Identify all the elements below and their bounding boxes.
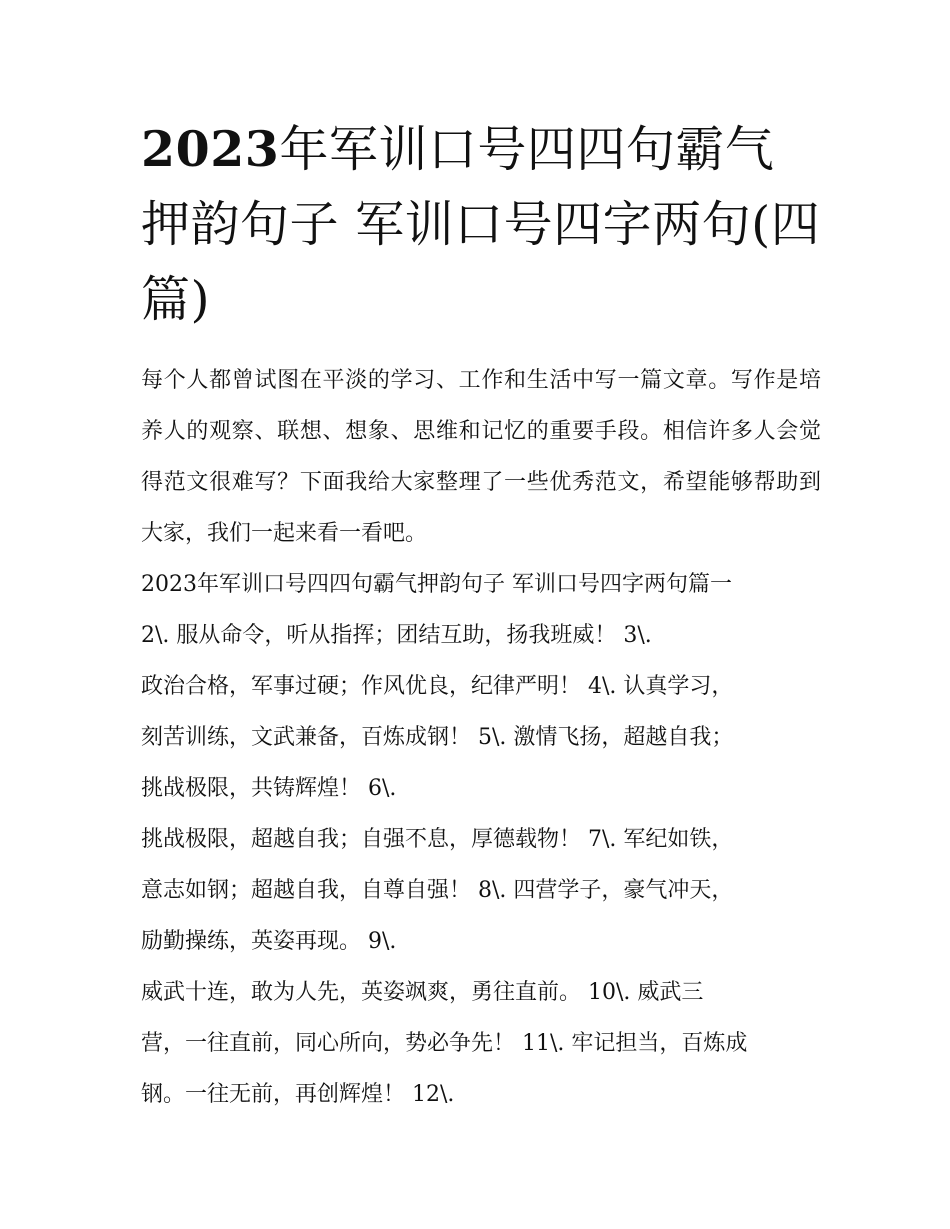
text-line: 挑战极限，超越自我；自强不息，厚德载物！ 7\. 军纪如铁， <box>141 827 734 852</box>
text-line: 励勤操练，英姿再现。 9\. <box>141 929 397 954</box>
text-line: 钢。一往无前，再创辉煌！ 12\. <box>141 1082 455 1107</box>
intro-paragraph: 每个人都曾试图在平淡的学习、工作和生活中写一篇文章。写作是培养人的观察、联想、想象、思维和记忆的重要手段。相信许多人会觉得范文很难写？下面我给大家整理了一些优秀范文，希望能够帮助到大家，我们一起来看一看吧。 <box>141 368 821 546</box>
slogan-list <box>141 559 821 1120</box>
text-line: 威武十连，敢为人先，英姿飒爽，勇往直前。 10\. 威武三 <box>141 980 704 1005</box>
document-page <box>141 112 821 1120</box>
text-line: 意志如钢；超越自我，自尊自强！ 8\. 四营学子，豪气冲天， <box>141 878 734 903</box>
document-title <box>141 112 821 337</box>
title-text: 年军训口号四四句霸气押韵句子 军训口号四字两句(四篇) <box>141 121 821 328</box>
title-year: 2023 <box>141 120 280 178</box>
text-line: 政治合格，军事过硬；作风优良，纪律严明！ 4\. 认真学习， <box>141 674 734 699</box>
text-line: 刻苦训练，文武兼备，百炼成钢！ 5\. 激情飞扬，超越自我； <box>141 725 734 750</box>
text-line: 营，一往直前，同心所向，势必争先！ 11\. 牢记担当，百炼成 <box>141 1031 748 1056</box>
section-heading: 2023年军训口号四四句霸气押韵句子 军训口号四字两句篇一 <box>141 572 732 597</box>
text-line: 2\. 服从命令，听从指挥；团结互助，扬我班威！ 3\. <box>141 623 652 648</box>
text-line: 挑战极限，共铸辉煌！ 6\. <box>141 776 397 801</box>
